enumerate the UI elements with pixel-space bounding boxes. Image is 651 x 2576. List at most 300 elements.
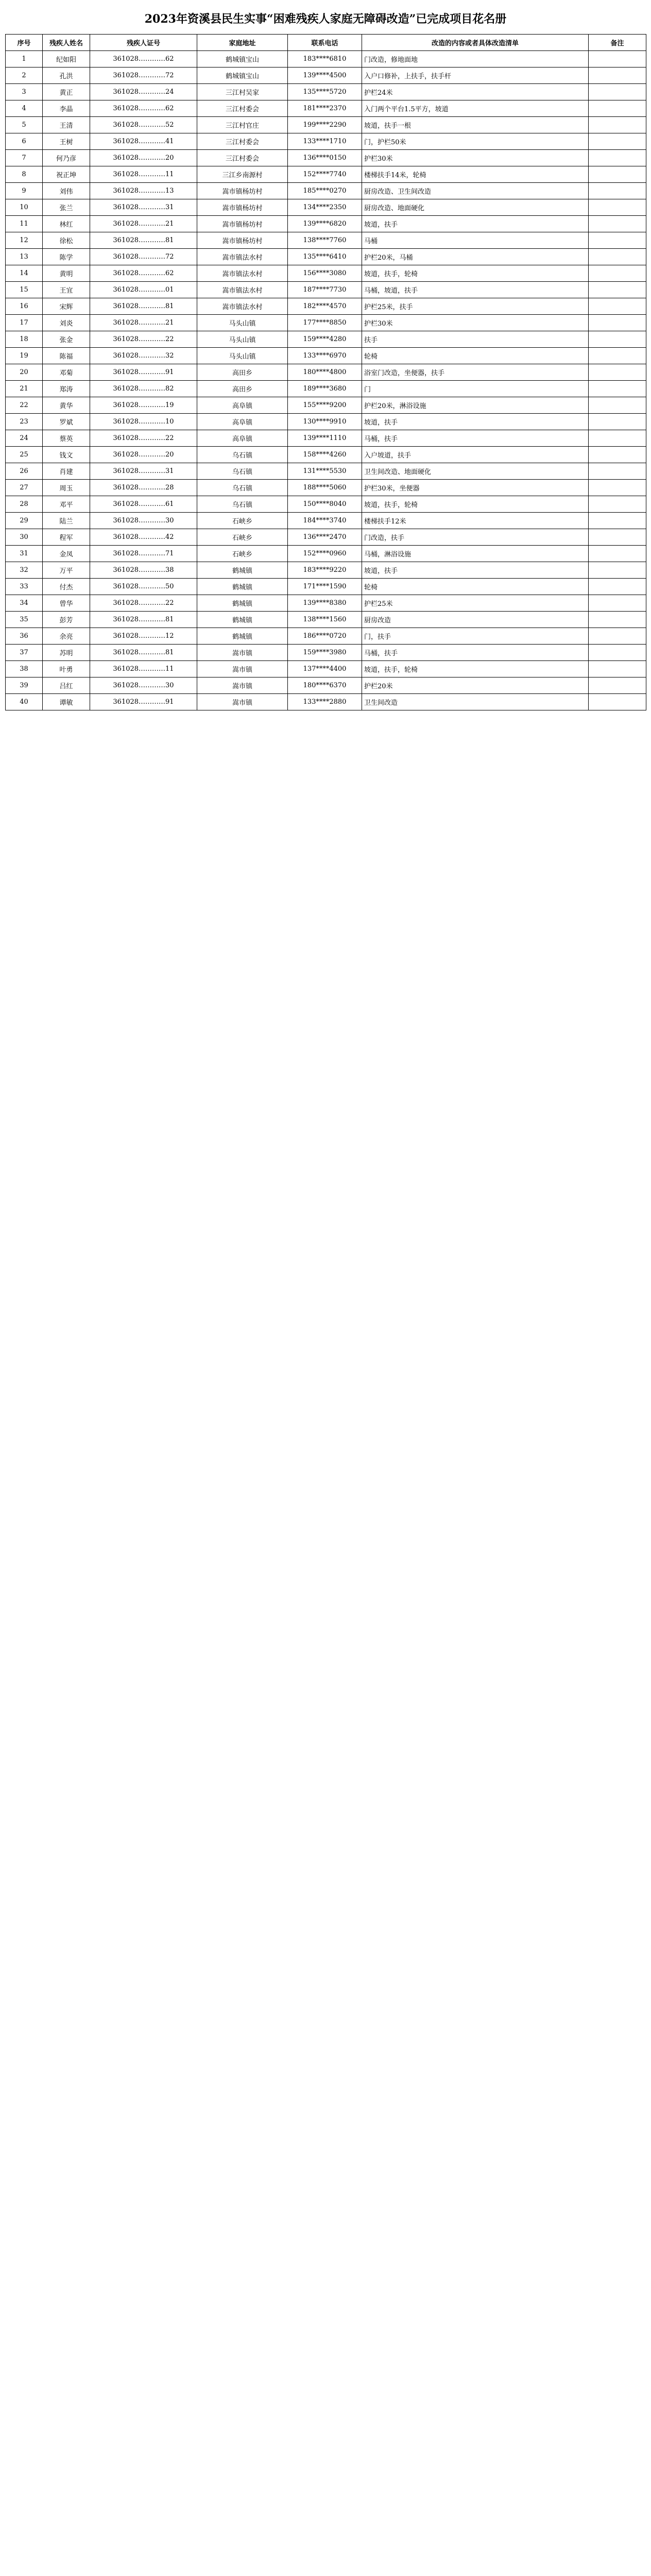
row-content: 坡道，扶手 (362, 562, 589, 579)
row-name: 黄明 (43, 265, 90, 282)
table-row (6, 265, 646, 282)
row-remark (589, 595, 646, 612)
row-certificate: 361028…………50 (90, 579, 197, 595)
row-content: 轮椅 (362, 579, 589, 595)
row-certificate: 361028…………32 (90, 348, 197, 364)
row-certificate: 361028…………81 (90, 612, 197, 628)
row-index: 4 (6, 100, 43, 117)
row-index: 16 (6, 298, 43, 315)
row-phone: 138****1560 (288, 612, 362, 628)
header-name: 残疾人姓名 (43, 35, 90, 51)
row-remark (589, 463, 646, 480)
table-row (6, 51, 646, 67)
table-row (6, 117, 646, 133)
table-row (6, 546, 646, 562)
row-phone: 199****2290 (288, 117, 362, 133)
row-certificate: 361028…………31 (90, 463, 197, 480)
row-phone: 139****8380 (288, 595, 362, 612)
row-remark (589, 298, 646, 315)
row-remark (589, 265, 646, 282)
row-index: 7 (6, 150, 43, 166)
row-index: 18 (6, 331, 43, 348)
row-index: 27 (6, 480, 43, 496)
row-index: 15 (6, 282, 43, 298)
row-phone: 139****6820 (288, 216, 362, 232)
row-name: 金凤 (43, 546, 90, 562)
row-address: 鹤城镇 (197, 579, 288, 595)
row-content: 入户口修补，上扶手，扶手杆 (362, 67, 589, 84)
row-certificate: 361028…………91 (90, 694, 197, 710)
row-certificate: 361028…………38 (90, 562, 197, 579)
row-address: 嵩市镇杨坊村 (197, 199, 288, 216)
row-phone: 188****5060 (288, 480, 362, 496)
row-phone: 185****0270 (288, 183, 362, 199)
row-phone: 180****4800 (288, 364, 362, 381)
row-index: 9 (6, 183, 43, 199)
row-name: 吕红 (43, 677, 90, 694)
row-address: 石峡乡 (197, 546, 288, 562)
row-content: 护栏24米 (362, 84, 589, 100)
row-remark (589, 546, 646, 562)
row-content: 门 (362, 381, 589, 397)
row-remark (589, 133, 646, 150)
row-certificate: 361028…………61 (90, 496, 197, 513)
row-remark (589, 397, 646, 414)
row-remark (589, 216, 646, 232)
row-address: 高阜镇 (197, 414, 288, 430)
row-name: 蔡英 (43, 430, 90, 447)
row-phone: 133****1710 (288, 133, 362, 150)
row-certificate: 361028…………72 (90, 67, 197, 84)
row-phone: 180****6370 (288, 677, 362, 694)
row-phone: 139****4500 (288, 67, 362, 84)
row-remark (589, 166, 646, 183)
row-name: 王树 (43, 133, 90, 150)
row-address: 马头山镇 (197, 348, 288, 364)
row-remark (589, 117, 646, 133)
row-certificate: 361028…………19 (90, 397, 197, 414)
table-row (6, 529, 646, 546)
row-remark (589, 414, 646, 430)
row-index: 26 (6, 463, 43, 480)
row-remark (589, 232, 646, 249)
row-address: 石峡乡 (197, 513, 288, 529)
table-row (6, 645, 646, 661)
row-content: 入户坡道，扶手 (362, 447, 589, 463)
row-content: 护栏20米，马桶 (362, 249, 589, 265)
row-certificate: 361028…………11 (90, 661, 197, 677)
row-content: 门改造，扶手 (362, 529, 589, 546)
row-phone: 135****6410 (288, 249, 362, 265)
row-content: 坡道，扶手，轮椅 (362, 661, 589, 677)
row-certificate: 361028…………21 (90, 315, 197, 331)
row-address: 高阜镇 (197, 430, 288, 447)
row-phone: 137****4400 (288, 661, 362, 677)
row-content: 卫生间改造 (362, 694, 589, 710)
row-phone: 138****7760 (288, 232, 362, 249)
row-certificate: 361028…………13 (90, 183, 197, 199)
row-remark (589, 67, 646, 84)
table-row (6, 628, 646, 645)
row-phone: 183****6810 (288, 51, 362, 67)
row-certificate: 361028…………20 (90, 447, 197, 463)
row-name: 曾华 (43, 595, 90, 612)
row-phone: 131****5530 (288, 463, 362, 480)
table-row (6, 183, 646, 199)
row-certificate: 361028…………72 (90, 249, 197, 265)
row-index: 19 (6, 348, 43, 364)
row-name: 何乃彦 (43, 150, 90, 166)
row-certificate: 361028…………62 (90, 51, 197, 67)
row-content: 马桶，扶手 (362, 430, 589, 447)
row-phone: 177****8850 (288, 315, 362, 331)
row-name: 万平 (43, 562, 90, 579)
table-row (6, 694, 646, 710)
row-certificate: 361028…………62 (90, 265, 197, 282)
row-content: 楼梯扶手14米，轮椅 (362, 166, 589, 183)
row-index: 23 (6, 414, 43, 430)
row-phone: 139****1110 (288, 430, 362, 447)
row-index: 24 (6, 430, 43, 447)
row-name: 李晶 (43, 100, 90, 117)
row-address: 高田乡 (197, 381, 288, 397)
row-remark (589, 150, 646, 166)
row-name: 肖建 (43, 463, 90, 480)
row-certificate: 361028…………91 (90, 364, 197, 381)
row-name: 孔洪 (43, 67, 90, 84)
table-row (6, 150, 646, 166)
row-address: 鹤城镇 (197, 595, 288, 612)
table-row (6, 397, 646, 414)
row-phone: 152****0960 (288, 546, 362, 562)
row-certificate: 361028…………22 (90, 430, 197, 447)
row-remark (589, 348, 646, 364)
row-remark (589, 612, 646, 628)
row-index: 8 (6, 166, 43, 183)
row-phone: 136****0150 (288, 150, 362, 166)
row-name: 张金 (43, 331, 90, 348)
row-name: 叶勇 (43, 661, 90, 677)
row-name: 刘炎 (43, 315, 90, 331)
row-phone: 156****3080 (288, 265, 362, 282)
row-remark (589, 331, 646, 348)
table-row (6, 447, 646, 463)
row-phone: 135****5720 (288, 84, 362, 100)
table-row (6, 579, 646, 595)
row-address: 高阜镇 (197, 397, 288, 414)
row-name: 陈学 (43, 249, 90, 265)
header-certificate: 残疾人证号 (90, 35, 197, 51)
row-content: 厨房改造、卫生间改造 (362, 183, 589, 199)
table-row (6, 232, 646, 249)
row-remark (589, 447, 646, 463)
roster-sheet (5, 4, 646, 710)
row-content: 扶手 (362, 331, 589, 348)
row-content: 护栏30米，坐便器 (362, 480, 589, 496)
table-row (6, 612, 646, 628)
row-content: 马桶，淋浴设施 (362, 546, 589, 562)
row-index: 34 (6, 595, 43, 612)
row-name: 谭敏 (43, 694, 90, 710)
row-content: 护栏20米，淋浴设施 (362, 397, 589, 414)
row-index: 28 (6, 496, 43, 513)
row-remark (589, 183, 646, 199)
row-phone: 133****6970 (288, 348, 362, 364)
row-content: 坡道，扶手，轮椅 (362, 265, 589, 282)
row-name: 林红 (43, 216, 90, 232)
row-index: 33 (6, 579, 43, 595)
row-address: 嵩市镇法水村 (197, 265, 288, 282)
row-remark (589, 694, 646, 710)
row-phone: 152****7740 (288, 166, 362, 183)
table-row (6, 430, 646, 447)
table-row (6, 661, 646, 677)
row-content: 浴室门改造，坐便器，扶手 (362, 364, 589, 381)
row-index: 37 (6, 645, 43, 661)
row-content: 坡道，扶手一根 (362, 117, 589, 133)
row-certificate: 361028…………71 (90, 546, 197, 562)
row-name: 黄正 (43, 84, 90, 100)
row-certificate: 361028…………20 (90, 150, 197, 166)
row-remark (589, 480, 646, 496)
row-remark (589, 381, 646, 397)
row-address: 石峡乡 (197, 529, 288, 546)
row-address: 三江村委会 (197, 100, 288, 117)
row-phone: 186****0720 (288, 628, 362, 645)
row-content: 入门两个平台1.5平方，坡道 (362, 100, 589, 117)
row-name: 付杰 (43, 579, 90, 595)
row-content: 坡道，扶手 (362, 216, 589, 232)
row-content: 厨房改造、地面硬化 (362, 199, 589, 216)
row-content: 坡道，扶手，轮椅 (362, 496, 589, 513)
row-name: 张兰 (43, 199, 90, 216)
row-name: 刘伟 (43, 183, 90, 199)
row-name: 彭芳 (43, 612, 90, 628)
row-phone: 183****9220 (288, 562, 362, 579)
row-index: 12 (6, 232, 43, 249)
row-certificate: 361028…………01 (90, 282, 197, 298)
row-name: 罗斌 (43, 414, 90, 430)
row-address: 三江村官庄 (197, 117, 288, 133)
row-remark (589, 661, 646, 677)
row-remark (589, 364, 646, 381)
table-row (6, 84, 646, 100)
row-index: 22 (6, 397, 43, 414)
row-name: 周玉 (43, 480, 90, 496)
row-content: 马桶，扶手 (362, 645, 589, 661)
row-phone: 159****4280 (288, 331, 362, 348)
row-address: 鹤城镇宝山 (197, 67, 288, 84)
row-index: 2 (6, 67, 43, 84)
row-address: 乌石镇 (197, 496, 288, 513)
row-certificate: 361028…………10 (90, 414, 197, 430)
row-address: 乌石镇 (197, 480, 288, 496)
row-phone: 158****4260 (288, 447, 362, 463)
row-name: 邓菊 (43, 364, 90, 381)
row-name: 宋辉 (43, 298, 90, 315)
row-certificate: 361028…………41 (90, 133, 197, 150)
row-name: 徐松 (43, 232, 90, 249)
row-address: 三江村委会 (197, 133, 288, 150)
roster-table (5, 34, 646, 710)
row-index: 39 (6, 677, 43, 694)
row-index: 14 (6, 265, 43, 282)
row-index: 3 (6, 84, 43, 100)
table-row (6, 480, 646, 496)
row-address: 嵩市镇法水村 (197, 249, 288, 265)
row-address: 三江乡南源村 (197, 166, 288, 183)
row-address: 鹤城镇 (197, 562, 288, 579)
table-row (6, 595, 646, 612)
row-address: 乌石镇 (197, 463, 288, 480)
row-name: 程军 (43, 529, 90, 546)
row-remark (589, 645, 646, 661)
table-row (6, 298, 646, 315)
row-name: 王清 (43, 117, 90, 133)
row-phone: 159****3980 (288, 645, 362, 661)
header-phone: 联系电话 (288, 35, 362, 51)
row-index: 40 (6, 694, 43, 710)
row-index: 1 (6, 51, 43, 67)
row-certificate: 361028…………62 (90, 100, 197, 117)
page-title: 2023年资溪县民生实事“困难残疾人家庭无障碍改造”已完成项目花名册 (144, 12, 507, 26)
row-remark (589, 430, 646, 447)
row-name: 纪如阳 (43, 51, 90, 67)
row-certificate: 361028…………31 (90, 199, 197, 216)
row-certificate: 361028…………22 (90, 595, 197, 612)
row-address: 鹤城镇 (197, 628, 288, 645)
table-row (6, 282, 646, 298)
row-name: 王宜 (43, 282, 90, 298)
row-certificate: 361028…………12 (90, 628, 197, 645)
row-certificate: 361028…………81 (90, 232, 197, 249)
row-address: 嵩市镇 (197, 677, 288, 694)
row-index: 36 (6, 628, 43, 645)
row-certificate: 361028…………30 (90, 677, 197, 694)
table-row (6, 249, 646, 265)
table-row (6, 331, 646, 348)
table-row (6, 463, 646, 480)
row-address: 嵩市镇杨坊村 (197, 232, 288, 249)
row-address: 鹤城镇 (197, 612, 288, 628)
row-address: 嵩市镇法水村 (197, 298, 288, 315)
row-index: 29 (6, 513, 43, 529)
row-certificate: 361028…………21 (90, 216, 197, 232)
row-remark (589, 628, 646, 645)
row-content: 门，扶手 (362, 628, 589, 645)
table-row (6, 513, 646, 529)
table-row (6, 562, 646, 579)
row-name: 余亮 (43, 628, 90, 645)
row-certificate: 361028…………81 (90, 298, 197, 315)
row-index: 17 (6, 315, 43, 331)
row-remark (589, 529, 646, 546)
table-row (6, 364, 646, 381)
row-address: 马头山镇 (197, 315, 288, 331)
row-remark (589, 100, 646, 117)
row-index: 21 (6, 381, 43, 397)
row-phone: 171****1590 (288, 579, 362, 595)
row-certificate: 361028…………42 (90, 529, 197, 546)
row-remark (589, 677, 646, 694)
row-index: 6 (6, 133, 43, 150)
row-phone: 182****4570 (288, 298, 362, 315)
row-name: 陆兰 (43, 513, 90, 529)
row-index: 20 (6, 364, 43, 381)
row-content: 轮椅 (362, 348, 589, 364)
row-phone: 150****8040 (288, 496, 362, 513)
table-row (6, 133, 646, 150)
row-name: 黄华 (43, 397, 90, 414)
row-index: 5 (6, 117, 43, 133)
row-content: 马桶 (362, 232, 589, 249)
row-address: 三江村吴家 (197, 84, 288, 100)
row-address: 嵩市镇 (197, 694, 288, 710)
row-name: 钱文 (43, 447, 90, 463)
row-content: 护栏30米 (362, 150, 589, 166)
row-name: 邓平 (43, 496, 90, 513)
row-remark (589, 84, 646, 100)
row-phone: 136****2470 (288, 529, 362, 546)
row-remark (589, 579, 646, 595)
row-certificate: 361028…………22 (90, 331, 197, 348)
row-index: 13 (6, 249, 43, 265)
row-content: 卫生间改造、地面硬化 (362, 463, 589, 480)
row-content: 马桶，坡道，扶手 (362, 282, 589, 298)
row-remark (589, 51, 646, 67)
header-content: 改造的内容或者具体改造清单 (362, 35, 589, 51)
row-address: 乌石镇 (197, 447, 288, 463)
row-remark (589, 282, 646, 298)
row-name: 祝正坤 (43, 166, 90, 183)
row-content: 护栏25米 (362, 595, 589, 612)
row-certificate: 361028…………11 (90, 166, 197, 183)
header-row (6, 35, 646, 51)
row-address: 嵩市镇 (197, 661, 288, 677)
row-remark (589, 513, 646, 529)
row-phone: 155****9200 (288, 397, 362, 414)
row-phone: 134****2350 (288, 199, 362, 216)
row-content: 门，护栏50米 (362, 133, 589, 150)
row-phone: 189****3680 (288, 381, 362, 397)
row-certificate: 361028…………82 (90, 381, 197, 397)
row-address: 嵩市镇 (197, 645, 288, 661)
row-index: 38 (6, 661, 43, 677)
row-name: 郑涛 (43, 381, 90, 397)
row-certificate: 361028…………81 (90, 645, 197, 661)
row-phone: 181****2370 (288, 100, 362, 117)
row-address: 高田乡 (197, 364, 288, 381)
row-certificate: 361028…………24 (90, 84, 197, 100)
row-remark (589, 315, 646, 331)
row-content: 护栏30米 (362, 315, 589, 331)
row-address: 嵩市镇法水村 (197, 282, 288, 298)
row-content: 坡道，扶手 (362, 414, 589, 430)
table-row (6, 199, 646, 216)
row-name: 苏明 (43, 645, 90, 661)
row-index: 25 (6, 447, 43, 463)
row-remark (589, 496, 646, 513)
row-index: 11 (6, 216, 43, 232)
row-certificate: 361028…………52 (90, 117, 197, 133)
row-address: 马头山镇 (197, 331, 288, 348)
row-content: 厨房改造 (362, 612, 589, 628)
row-certificate: 361028…………28 (90, 480, 197, 496)
header-address: 家庭地址 (197, 35, 288, 51)
header-index: 序号 (6, 35, 43, 51)
row-phone: 187****7730 (288, 282, 362, 298)
row-index: 30 (6, 529, 43, 546)
